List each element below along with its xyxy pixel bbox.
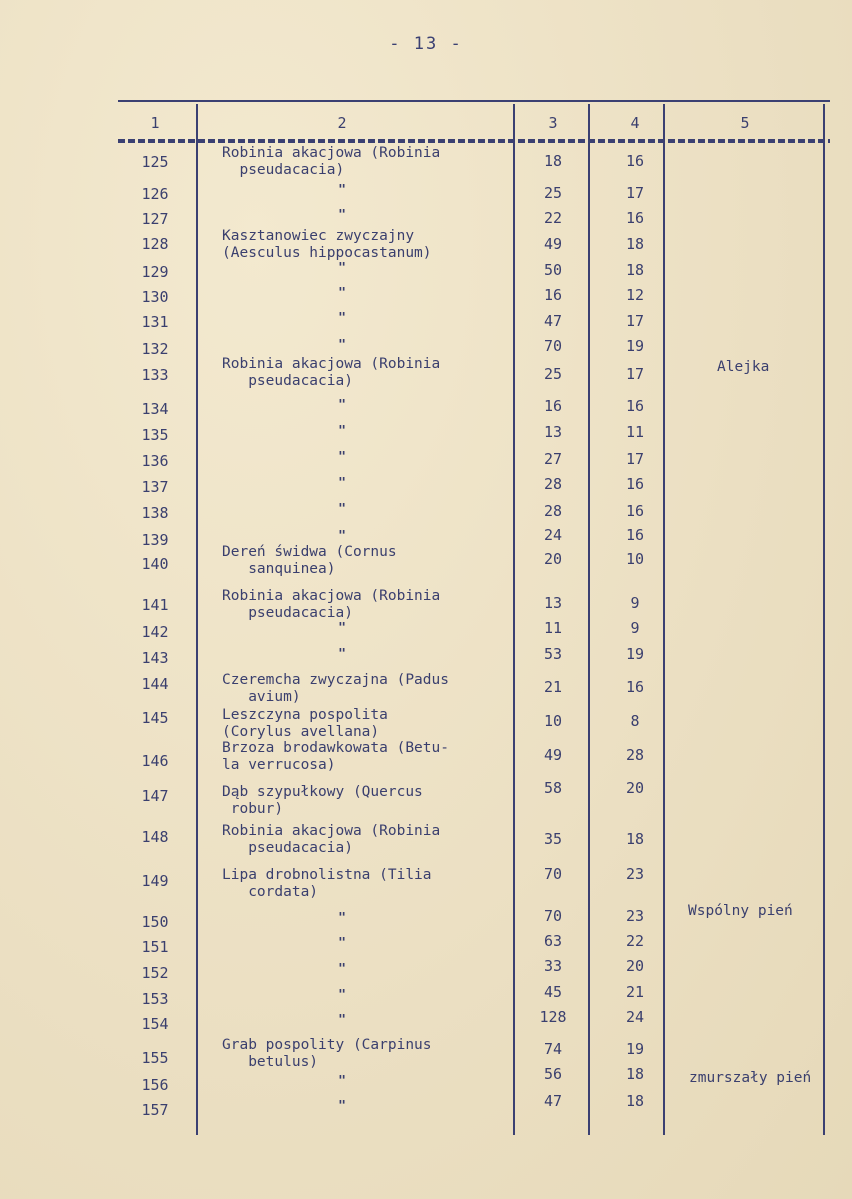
row-number: 149: [141, 872, 169, 890]
height-value: 9: [630, 619, 640, 637]
row-number: 125: [141, 153, 169, 171]
height-value: 19: [625, 645, 645, 663]
height-value: 18: [625, 830, 645, 848]
circumference-value: 70: [543, 337, 563, 355]
row-number: 133: [141, 366, 169, 384]
circumference-value: 56: [543, 1065, 563, 1083]
circumference-value: 45: [543, 983, 563, 1001]
ditto-mark: ": [338, 1074, 346, 1089]
row-number: 148: [141, 828, 169, 846]
column-rule-3: [588, 104, 590, 1135]
column-rule-5: [823, 104, 825, 1135]
height-value: 16: [625, 209, 645, 227]
row-number: 153: [141, 990, 169, 1008]
circumference-value: 35: [543, 830, 563, 848]
height-value: 16: [625, 397, 645, 415]
circumference-value: 11: [543, 619, 563, 637]
height-value: 9: [630, 594, 640, 612]
height-value: 23: [625, 865, 645, 883]
height-value: 8: [630, 712, 640, 730]
circumference-value: 10: [543, 712, 563, 730]
row-number: 137: [141, 478, 169, 496]
circumference-value: 18: [543, 152, 563, 170]
row-number: 134: [141, 400, 169, 418]
height-value: 18: [625, 1092, 645, 1110]
column-header-2: 2: [337, 114, 347, 132]
circumference-value: 70: [543, 865, 563, 883]
row-number: 138: [141, 504, 169, 522]
row-number: 147: [141, 787, 169, 805]
height-value: 21: [625, 983, 645, 1001]
circumference-value: 47: [543, 312, 563, 330]
row-number: 127: [141, 210, 169, 228]
ditto-mark: ": [338, 450, 346, 465]
row-number: 126: [141, 185, 169, 203]
circumference-value: 33: [543, 957, 563, 975]
column-header-5: 5: [740, 114, 750, 132]
height-value: 20: [625, 957, 645, 975]
species-name: Leszczyna pospolita (Corylus avellana): [222, 707, 388, 740]
species-name: Dereń świdwa (Cornus sanquinea): [222, 544, 397, 577]
circumference-value: 25: [543, 365, 563, 383]
height-value: 16: [625, 678, 645, 696]
ditto-mark: ": [338, 988, 346, 1003]
height-value: 16: [625, 475, 645, 493]
ditto-mark: ": [338, 911, 346, 926]
ditto-mark: ": [338, 621, 346, 636]
height-value: 10: [625, 550, 645, 568]
ditto-mark: ": [338, 398, 346, 413]
circumference-value: 28: [543, 502, 563, 520]
row-number: 154: [141, 1015, 169, 1033]
height-value: 18: [625, 261, 645, 279]
row-number: 152: [141, 964, 169, 982]
species-name: Kasztanowiec zwyczajny (Aesculus hippocastanum): [222, 228, 432, 261]
ditto-mark: ": [338, 529, 346, 544]
circumference-value: 25: [543, 184, 563, 202]
height-value: 20: [625, 779, 645, 797]
height-value: 18: [625, 1065, 645, 1083]
height-value: 24: [625, 1008, 645, 1026]
remark-alejka: Alejka: [717, 359, 770, 375]
remark-zmurszaly-pien: zmurszały pień: [689, 1070, 812, 1086]
height-value: 19: [625, 337, 645, 355]
column-rule-2: [513, 104, 515, 1135]
circumference-value: 50: [543, 261, 563, 279]
circumference-value: 13: [543, 594, 563, 612]
row-number: 156: [141, 1076, 169, 1094]
ditto-mark: ": [338, 1099, 346, 1114]
height-value: 11: [625, 423, 645, 441]
ditto-mark: ": [338, 424, 346, 439]
row-number: 132: [141, 340, 169, 358]
height-value: 12: [625, 286, 645, 304]
height-value: 16: [625, 526, 645, 544]
species-name: Dąb szypułkowy (Quercus robur): [222, 784, 423, 817]
row-number: 157: [141, 1101, 169, 1119]
page-number: - 13 -: [389, 34, 463, 54]
circumference-value: 16: [543, 397, 563, 415]
species-name: Robinia akacjowa (Robinia pseudacacia): [222, 823, 441, 856]
row-number: 140: [141, 555, 169, 573]
row-number: 150: [141, 913, 169, 931]
height-value: 22: [625, 932, 645, 950]
ditto-mark: ": [338, 286, 346, 301]
ditto-mark: ": [338, 962, 346, 977]
height-value: 16: [625, 152, 645, 170]
header-separator: [118, 139, 830, 143]
circumference-value: 128: [539, 1008, 567, 1026]
ditto-mark: ": [338, 476, 346, 491]
row-number: 131: [141, 313, 169, 331]
ditto-mark: ": [338, 261, 346, 276]
height-value: 23: [625, 907, 645, 925]
ditto-mark: ": [338, 311, 346, 326]
ditto-mark: ": [338, 338, 346, 353]
row-number: 155: [141, 1049, 169, 1067]
species-name: Brzoza brodawkowata (Betu- la verrucosa): [222, 740, 449, 773]
row-number: 128: [141, 235, 169, 253]
circumference-value: 21: [543, 678, 563, 696]
circumference-value: 49: [543, 235, 563, 253]
species-name: Lipa drobnolistna (Tilia cordata): [222, 867, 432, 900]
circumference-value: 63: [543, 932, 563, 950]
height-value: 17: [625, 312, 645, 330]
row-number: 135: [141, 426, 169, 444]
ditto-mark: ": [338, 936, 346, 951]
species-name: Czeremcha zwyczajna (Padus avium): [222, 672, 449, 705]
ditto-mark: ": [338, 208, 346, 223]
circumference-value: 16: [543, 286, 563, 304]
ditto-mark: ": [338, 502, 346, 517]
column-rule-1: [196, 104, 198, 1135]
row-number: 142: [141, 623, 169, 641]
column-header-3: 3: [548, 114, 558, 132]
row-number: 145: [141, 709, 169, 727]
remark-wspolny-pien: Wspólny pień: [688, 903, 793, 919]
row-number: 141: [141, 596, 169, 614]
circumference-value: 27: [543, 450, 563, 468]
ditto-mark: ": [338, 183, 346, 198]
height-value: 17: [625, 184, 645, 202]
height-value: 19: [625, 1040, 645, 1058]
species-name: Grab pospolity (Carpinus betulus): [222, 1037, 432, 1070]
row-number: 136: [141, 452, 169, 470]
ditto-mark: ": [338, 647, 346, 662]
height-value: 28: [625, 746, 645, 764]
circumference-value: 13: [543, 423, 563, 441]
row-number: 146: [141, 752, 169, 770]
row-number: 151: [141, 938, 169, 956]
row-number: 139: [141, 531, 169, 549]
row-number: 129: [141, 263, 169, 281]
row-number: 130: [141, 288, 169, 306]
circumference-value: 53: [543, 645, 563, 663]
species-name: Robinia akacjowa (Robinia pseudacacia): [222, 145, 441, 178]
ditto-mark: ": [338, 1013, 346, 1028]
height-value: 17: [625, 365, 645, 383]
species-name: Robinia akacjowa (Robinia pseudacacia): [222, 356, 441, 389]
height-value: 17: [625, 450, 645, 468]
row-number: 144: [141, 675, 169, 693]
circumference-value: 70: [543, 907, 563, 925]
table-top-rule: [118, 100, 830, 102]
circumference-value: 20: [543, 550, 563, 568]
height-value: 16: [625, 502, 645, 520]
height-value: 18: [625, 235, 645, 253]
row-number: 143: [141, 649, 169, 667]
column-header-4: 4: [630, 114, 640, 132]
column-header-1: 1: [150, 114, 160, 132]
circumference-value: 58: [543, 779, 563, 797]
circumference-value: 74: [543, 1040, 563, 1058]
circumference-value: 49: [543, 746, 563, 764]
circumference-value: 47: [543, 1092, 563, 1110]
circumference-value: 22: [543, 209, 563, 227]
species-name: Robinia akacjowa (Robinia pseudacacia): [222, 588, 441, 621]
circumference-value: 24: [543, 526, 563, 544]
circumference-value: 28: [543, 475, 563, 493]
